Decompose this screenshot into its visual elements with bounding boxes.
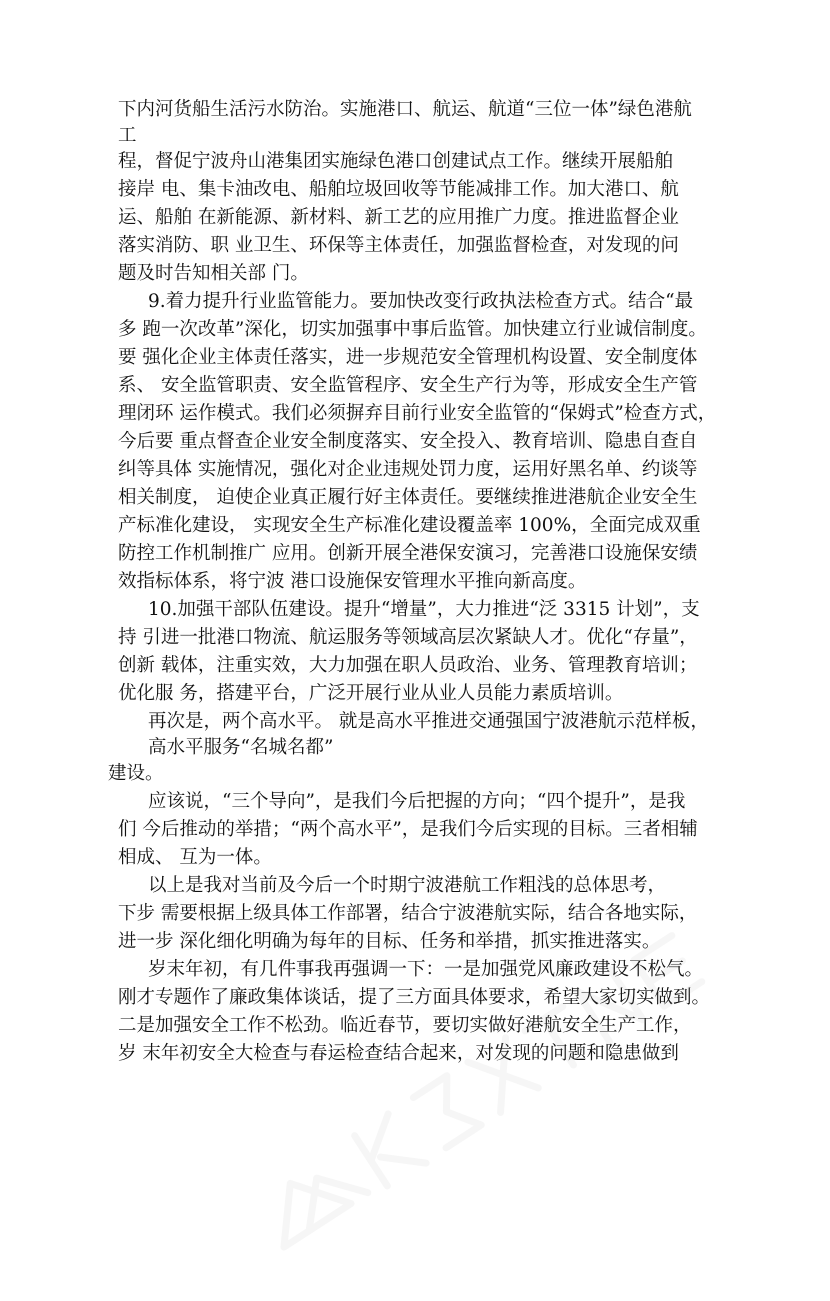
text-line-04: 接岸 电、集卡油改电、船舶垃圾回收等节能减排工作。加大港口、航 <box>118 179 679 200</box>
text-line-31: 进一步 深化细化明确为每年的目标、任务和举措，抓实推进落实。 <box>118 931 661 952</box>
text-line-34: 二是加强安全工作不松劲。临近春节，要切实做好港航安全生产工作， <box>118 1015 692 1036</box>
text-line-07: 题及时告知相关部 门。 <box>118 263 309 284</box>
text-line-25: 建设。 <box>108 763 164 784</box>
text-line-02: 工 <box>118 125 137 146</box>
text-line-20: 持 引进一批港口物流、航运服务等领域高层次紧缺人才。优化“存量”， <box>118 627 698 648</box>
text-line-05: 运、船舶 在新能源、新材料、新工艺的应用推广力度。推进监督企业 <box>118 207 679 228</box>
text-line-26: 应该说，“三个导向”，是我们今后把握的方向；“四个提升”，是我 <box>148 791 686 812</box>
text-line-19: 10.加强干部队伍建设。提升“增量”，大力推进“泛 3315 计划”，支 <box>148 599 700 620</box>
text-line-12: 理闭环 运作模式。我们必须摒弃目前行业安全监管的“保姆式”检查方式， <box>118 403 717 424</box>
text-line-35: 岁 末年初安全大检查与春运检查结合起来，对发现的问题和隐患做到 <box>118 1043 679 1064</box>
text-line-06: 落实消防、职 业卫生、环保等主体责任，加强监督检查，对发现的问 <box>118 235 679 256</box>
text-line-08: 9.着力提升行业监管能力。要加快改变行政执法检查方式。结合“最 <box>148 291 694 312</box>
text-line-28: 相成、 互为一体。 <box>118 847 272 868</box>
text-line-33: 刚才专题作了廉政集体谈话，提了三方面具体要求，希望大家切实做到。 <box>118 987 711 1008</box>
text-line-29: 以上是我对当前及今后一个时期宁波港航工作粗浅的总体思考， <box>148 875 667 896</box>
text-line-22: 优化服 务，搭建平台，广泛开展行业从业人员能力素质培训。 <box>118 683 624 704</box>
text-line-30: 下步 需要根据上级具体工作部署，结合宁波港航实际，结合各地实际， <box>118 903 698 924</box>
text-line-15: 相关制度， 迫使企业真正履行好主体责任。要继续推进港航企业安全生 <box>118 487 698 508</box>
text-line-03: 程，督促宁波舟山港集团实施绿色港口创建试点工作。继续开展船舶 <box>118 151 674 172</box>
text-line-16: 产标准化建设， 实现安全生产标准化建设覆盖率 100%，全面完成双重 <box>118 515 701 536</box>
text-line-27: 们 今后推动的举措；“两个高水平”，是我们今后实现的目标。三者相辅 <box>118 819 698 840</box>
text-line-24: 高水平服务“名城名都” <box>148 737 334 758</box>
text-line-01: 下内河货船生活污水防治。实施港口、航运、航道“三位一体”绿色港航 <box>118 99 692 120</box>
text-line-09: 多 跑一次改革”深化，切实加强事中事后监管。加快建立行业诚信制度。 <box>118 319 707 340</box>
text-line-11: 系、 安全监管职责、安全监管程序、安全生产行为等，形成安全生产管 <box>118 375 698 396</box>
text-line-14: 纠等具体 实施情况，强化对企业违规处罚力度，运用好黑名单、约谈等 <box>118 459 698 480</box>
text-line-13: 今后要 重点督查企业安全制度落实、安全投入、教育培训、隐患自查自 <box>118 431 698 452</box>
text-line-10: 要 强化企业主体责任落实，进一步规范安全管理机构设置、安全制度体 <box>118 347 698 368</box>
text-line-18: 效指标体系，将宁波 港口设施保安管理水平推向新高度。 <box>118 571 587 592</box>
text-line-32: 岁末年初，有几件事我再强调一下：一是加强党风廉政建设不松气。 <box>148 959 704 980</box>
text-line-23: 再次是，两个高水平。 就是高水平推进交通强国宁波港航示范样板， <box>148 711 709 732</box>
text-line-17: 防控工作机制推广 应用。创新开展全港保安演习，完善港口设施保安绩 <box>118 543 698 564</box>
text-line-21: 创新 载体，注重实效，大力加强在职人员政治、业务、管理教育培训； <box>118 655 698 676</box>
